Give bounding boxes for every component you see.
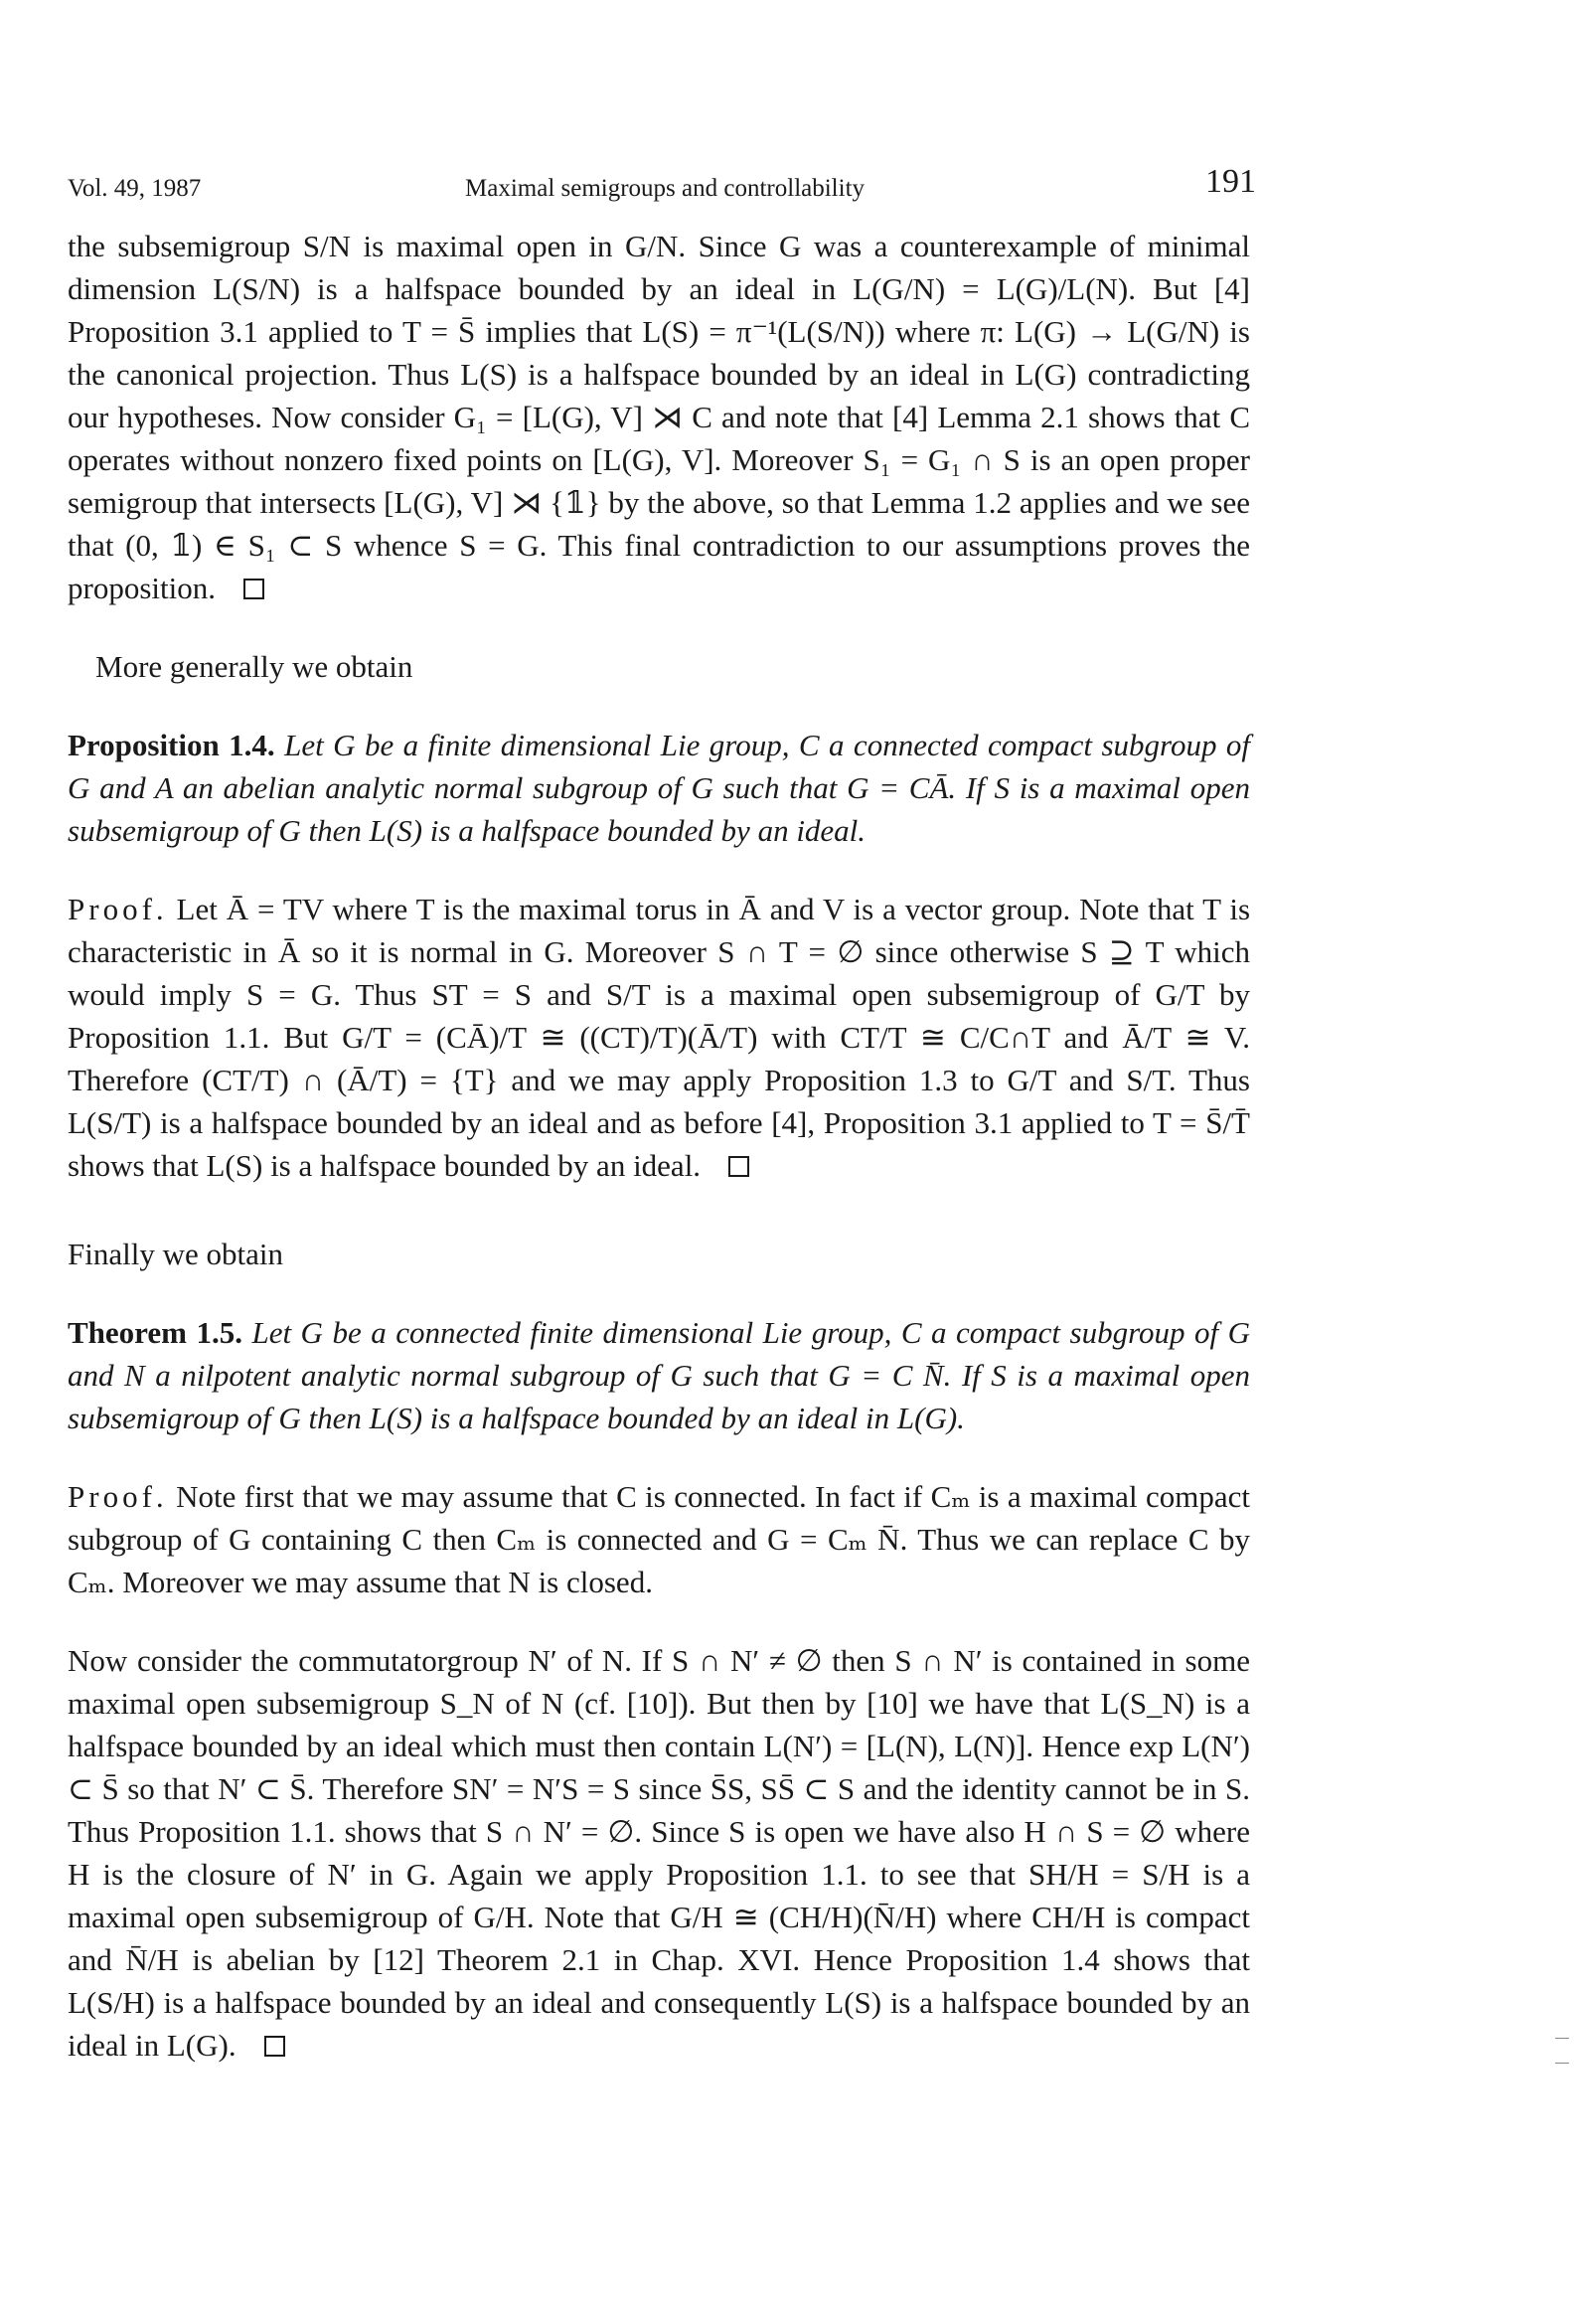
theorem-1-5 [68,1311,1250,1439]
paragraph-1 [68,225,1250,609]
paragraph-more-generally: More generally we obtain [95,649,413,684]
proof-label-1: Proof. [68,892,168,926]
page [68,159,1256,2067]
qed-box-1 [243,579,264,599]
proof-theorem-1-5 [68,1475,1250,1603]
paragraph-commutator-text: Now consider the commutatorgroup N′ of N. If S ∩ N′ ≠ ∅ then S ∩ N′ is contained in some maximal open subsemigroup S_N of N (cf. [10]). But then by [10] we have that L(S_N) is a halfspace bounded by an ideal which must then contain L(N′) = [L(N), L(N)]. Hence exp L(N′) ⊂ S̄ so that N′ ⊂ S̄. Therefore SN′ = N′S = S since S̄S, SS̄ ⊂ S and the identity cannot be in S. Thus Proposition 1.1. shows that S ∩ N′ = ∅. Since S is open we have also H ∩ S = ∅ where H is the closure of N′ in G. Again we apply Proposition 1.1. to see that SH/H = S/H is a maximal open subsemigroup of G/H. Note that G/H ≅ (CH/H)(N̄/H) where CH/H is compact and N̄/H is abelian by [12] Theorem 2.1 in Chap. XVI. Hence Proposition 1.4 shows that L(S/H) is a halfspace bounded by an ideal and consequently L(S) is a halfspace bounded by an ideal in L(G). [68,1643,1250,2063]
paragraph-commutator [68,1639,1250,2067]
proposition-1-4 [68,724,1250,852]
margin-mark [1555,2038,1569,2039]
paragraph-1-text: the subsemigroup S/N is maximal open in G/N. Since G was a counterexample of minimal dimension L(S/N) is a halfspace bounded by an ideal in L(G/N) = L(G)/L(N). But [4] Proposition 3.1 applied to T = S̄ implies that L(S) = π⁻¹(L(S/N)) where π: L(G) → L(G/N) is the canonical projection. Thus L(S) is a halfspace bounded by an ideal in L(G) contradicting our hypotheses. Now consider G₁ = [L(G), V] ⋊ C and note that [4] Lemma 2.1 shows that C operates without nonzero fixed points on [L(G), V]. Moreover S₁ = G₁ ∩ S is an open proper semigroup that intersects [L(G), V] ⋊ {𝟙} by the above, so that Lemma 1.2 applies and we see that (0, 𝟙) ∈ S₁ ⊂ S whence S = G. This final contradiction to our assumptions proves the proposition. [68,229,1250,605]
theorem-text: Let G be a connected finite dimensional Lie group, C a compact subgroup of G and N a nilpotent analytic normal subgroup of G such that G = C N̄. If S is a maximal open subsemigroup of G then L(S) is a halfspace bounded by an ideal in L(G). [68,1315,1250,1435]
proof-label-2: Proof. [68,1479,168,1514]
margin-mark [1555,2063,1569,2064]
running-title: Maximal semigroups and controllability [465,175,866,202]
qed-box-2 [728,1156,749,1177]
page-number: 191 [1205,163,1256,200]
journal-volume: Vol. 49, 1987 [68,175,202,202]
qed-box-3 [264,2036,285,2057]
proof-text-2: Note first that we may assume that C is connected. In fact if Cₘ is a maximal compact subgroup of G containing C then Cₘ is connected and G = Cₘ N̄. Thus we can replace C by Cₘ. Moreover we may assume that N is closed. [68,1479,1250,1599]
proof-text-1: Let Ā = TV where T is the maximal torus in Ā and V is a vector group. Note that T is characteristic in Ā so it is normal in G. Moreover S ∩ T = ∅ since otherwise S ⊇ T which would imply S = G. Thus ST = S and S/T is a maximal open subsemigroup of G/T by Proposition 1.1. But G/T = (CĀ)/T ≅ ((CT)/T)(Ā/T) with CT/T ≅ C/C∩T and Ā/T ≅ V. Therefore (CT/T) ∩ (Ā/T) = {T} and we may apply Proposition 1.3 to G/T and S/T. Thus L(S/T) is a halfspace bounded by an ideal and as before [4], Proposition 3.1 applied to T = S̄/T̄ shows that L(S) is a halfspace bounded by an ideal. [68,892,1251,1183]
proposition-text: Let G be a finite dimensional Lie group, C a connected compact subgroup of G and A an abelian analytic normal subgroup of G such that G = CĀ. If S is a maximal open subsemigroup of G then L(S) is a halfspace bounded by an ideal. [68,728,1251,848]
proposition-label: Proposition 1.4. [68,728,275,762]
theorem-label: Theorem 1.5. [68,1315,242,1350]
paragraph-finally: Finally we obtain [68,1237,283,1271]
running-header [68,159,1256,219]
proof-proposition-1-4 [68,888,1250,1187]
